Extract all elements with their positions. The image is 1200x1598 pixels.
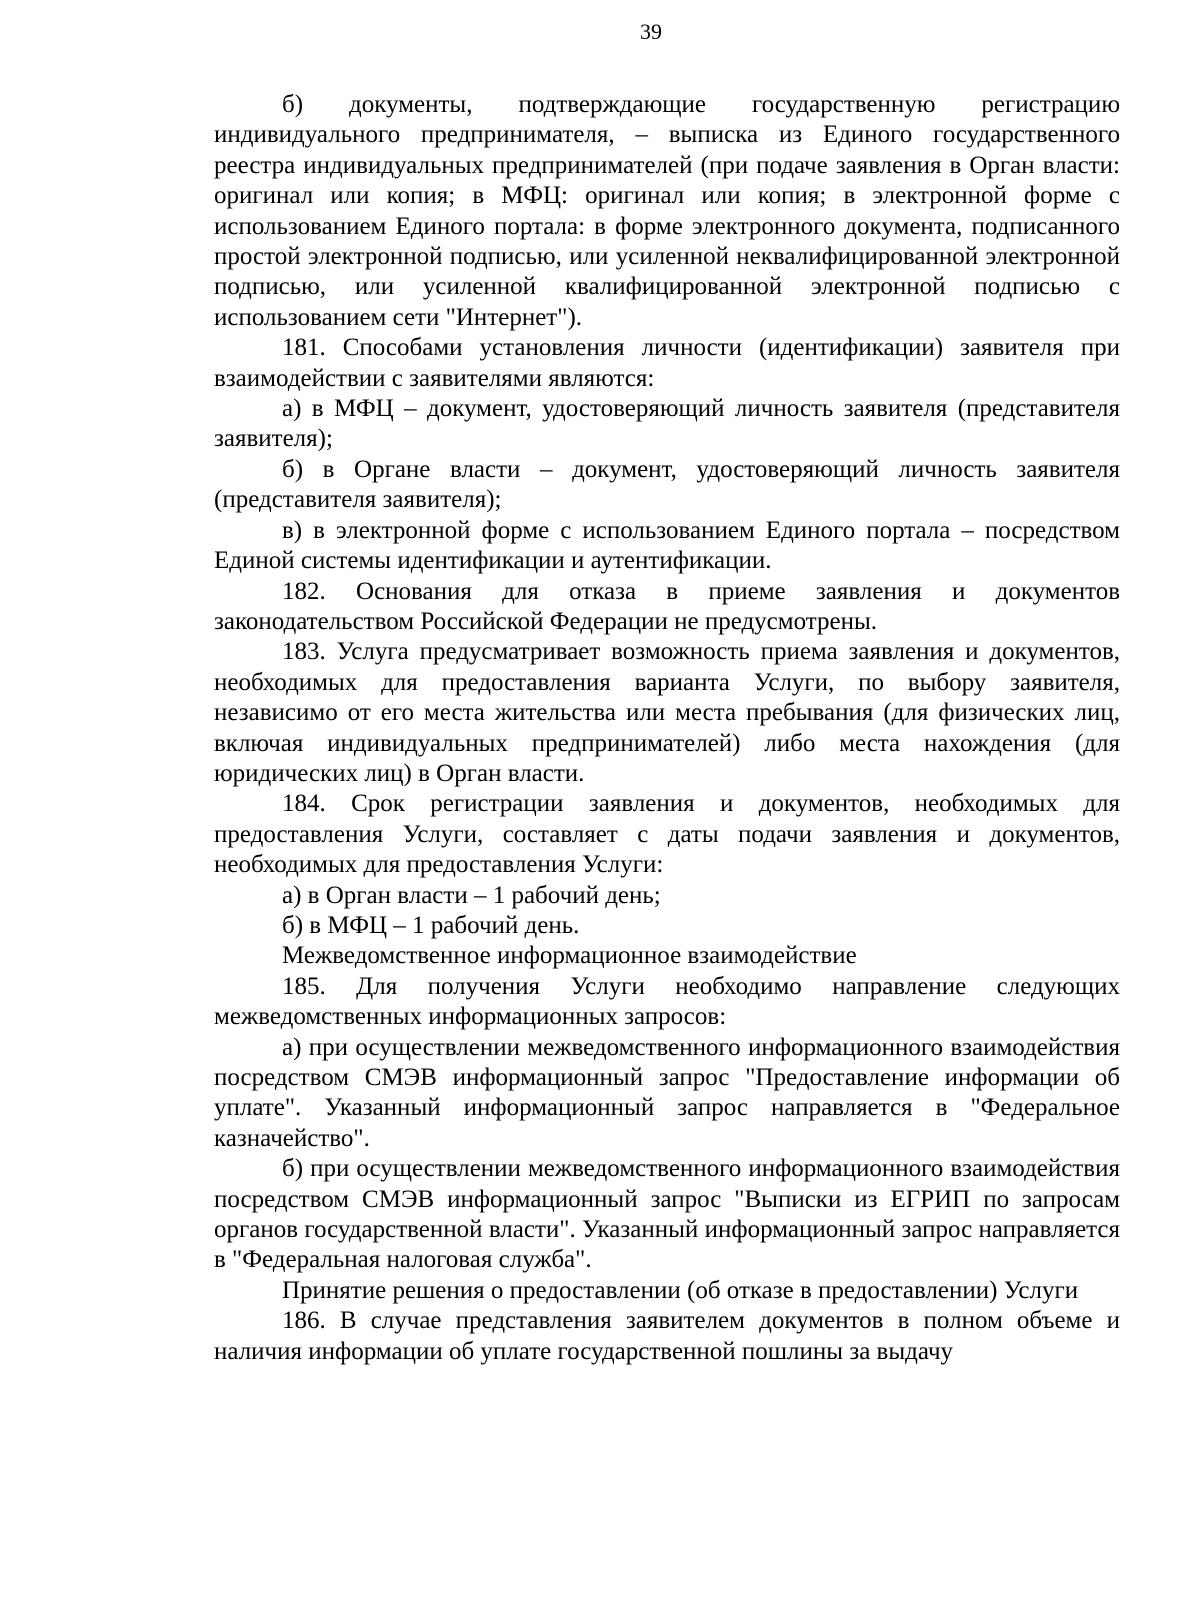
document-body xyxy=(214,90,1120,1367)
paragraph-185: 185. Для получения Услуги необходимо направление следующих межведомственных информационных запросов: xyxy=(214,972,1120,1031)
paragraph-183: 183. Услуга предусматривает возможность приема заявления и документов, необходимых для предоставления варианта Услуги, по выбору заявителя, независимо от его места жительства или места пребывания (для физических лиц, включая индивидуальных предпринимателей) либо места нахождения (для юридических лиц) в Орган власти. xyxy=(214,638,1120,787)
section-heading-interagency: Межведомственное информационное взаимодействие xyxy=(282,942,857,970)
paragraph-186: 186. В случае представления заявителем документов в полном объеме и наличия информации об уплате государственной пошлины за выдачу xyxy=(214,1307,1120,1365)
paragraph-184-a: а) в Орган власти – 1 рабочий день; xyxy=(282,881,661,909)
paragraph-182: 182. Основания для отказа в приеме заявления и документов законодательством Российской Федерации не предусмотрены. xyxy=(214,577,1120,635)
paragraph-181-b: б) в Органе власти – документ, удостоверяющий личность заявителя (представителя заявителя); xyxy=(214,455,1120,514)
paragraph-181: 181. Способами установления личности (идентификации) заявителя при взаимодействии с заявителями являются: xyxy=(214,334,1120,392)
paragraph-185-a: а) при осуществлении межведомственного информационного взаимодействия посредством СМЭВ информационный запрос "Предоставление информации об уплате". Указанный информационный запрос направляется в "Федеральное казначейство". xyxy=(214,1033,1120,1152)
paragraph-b-documents: б) документы, подтверждающие государственную регистрацию индивидуального предпринимателя, – выписка из Единого государственного реестра индивидуальных предпринимателей (при подаче заявления в Орган власти: оригинал или копия; в МФЦ: оригинал или копия; в электронной форме с использованием Единого портала: в форме электронного документа, подписанного простой электронной подписью, или усиленной неквалифицированной электронной подписью, или усиленной квалифицированной электронной подписью с использованием сети "Интернет"). xyxy=(214,91,1120,331)
page-number: 39 xyxy=(640,19,662,44)
paragraph-181-v: в) в электронной форме с использованием Единого портала – посредством Единой системы идентификации и аутентификации. xyxy=(214,516,1120,575)
section-heading-decision: Принятие решения о предоставлении (об отказе в предоставлении) Услуги xyxy=(282,1276,1079,1304)
paragraph-184: 184. Срок регистрации заявления и документов, необходимых для предоставления Услуги, составляет с даты подачи заявления и документов, необходимых для предоставления Услуги: xyxy=(214,790,1120,879)
paragraph-181-a: а) в МФЦ – документ, удостоверяющий личность заявителя (представителя заявителя); xyxy=(214,395,1120,453)
paragraph-185-b: б) при осуществлении межведомственного информационного взаимодействия посредством СМЭВ информационный запрос "Выписки из ЕГРИП по запросам органов государственной власти". Указанный информационный запрос направляется в "Федеральная налоговая служба". xyxy=(214,1155,1120,1274)
paragraph-184-b: б) в МФЦ – 1 рабочий день. xyxy=(282,911,580,939)
